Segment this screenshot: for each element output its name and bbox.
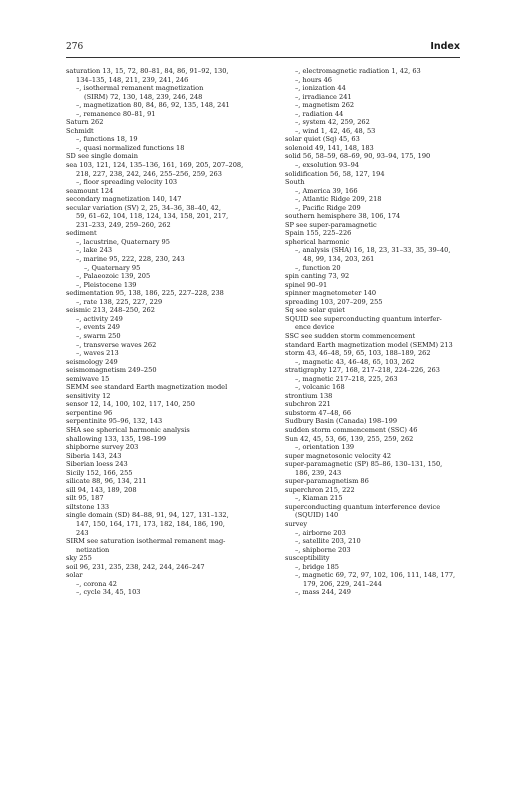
index-entry: (SIRM) 72, 130, 148, 239, 246, 248 [84, 92, 203, 101]
index-entry: superconducting quantum interference device [285, 502, 441, 511]
index-entry: serpentinite 95–96, 132, 143 [66, 417, 163, 426]
index-entry: –, exsolution 93–94 [295, 161, 359, 170]
index-entry: sedimentation 95, 138, 186, 225, 227–228, 238 [66, 289, 224, 298]
index-entry: 59, 61–62, 104, 118, 124, 134, 158, 201, 217, [76, 212, 229, 221]
index-entry: seismic 213, 248–250, 262 [66, 306, 155, 315]
index-entry: –, satellite 203, 210 [295, 537, 361, 546]
index-entry: –, magnetization 80, 84, 86, 92, 135, 148, 241 [76, 101, 230, 110]
index-entry: spinel 90–91 [285, 280, 328, 289]
index-entry: –, lake 243 [76, 246, 113, 255]
index-entry: Saturn 262 [66, 118, 104, 127]
index-entry: 218, 227, 238, 242, 246, 255–256, 259, 263 [76, 169, 222, 178]
index-entry: SP see super-paramagnetic [285, 220, 377, 229]
index-entry: super magnetosonic velocity 42 [285, 451, 392, 460]
index-entry: sensitivity 12 [66, 391, 111, 400]
index-entry: spinner magnetometer 140 [285, 289, 377, 298]
index-entry: strontium 138 [285, 391, 333, 400]
index-entry: secondary magnetization 140, 147 [66, 195, 182, 204]
index-entry: super-paramagnetism 86 [285, 477, 369, 486]
index-entry: –, quasi normalized functions 18 [76, 143, 185, 152]
index-entry: –, Atlantic Ridge 209, 218 [295, 195, 382, 204]
index-entry: standard Earth magnetization model (SEMM) 213 [285, 340, 453, 349]
index-entry: spreading 103, 207–209, 255 [285, 297, 383, 306]
index-entry: –, magnetic 43, 46–48, 65, 103, 262 [295, 357, 415, 366]
index-column-right [285, 67, 470, 597]
page-number: 276 [66, 42, 84, 52]
index-entry: 147, 150, 164, 171, 173, 182, 184, 186, 190, [76, 519, 225, 528]
index-entry: SEMM see standard Earth magnetization model [66, 383, 228, 392]
index-entry: 48, 99, 134, 203, 261 [303, 255, 375, 264]
index-entry: SSC see sudden storm commencement [285, 331, 416, 340]
index-entry: single domain (SD) 84–88, 91, 94, 127, 131–132, [66, 511, 229, 520]
index-entry: –, orientation 139 [295, 443, 355, 452]
index-entry: solar [66, 571, 83, 580]
index-entry: susceptibility [285, 554, 330, 563]
index-entry: –, bridge 185 [295, 562, 339, 571]
index-entry: seismomagnetism 249–250 [66, 366, 157, 375]
index-entry: –, lacustrine, Quaternary 95 [76, 237, 170, 246]
index-entry: 179, 206, 229, 241–244 [303, 579, 382, 588]
index-entry: netization [76, 545, 110, 554]
index-entry: sill 94, 143, 189, 208 [66, 485, 137, 494]
index-entry: spin canting 73, 92 [285, 272, 350, 281]
index-entry: sediment [66, 229, 97, 238]
index-entry: –, Palaeozoic 139, 205 [76, 272, 151, 281]
index-entry: –, functions 18, 19 [76, 135, 138, 144]
index-entry: secular variation (SV) 2, 25, 34–36, 38–40, 42, [66, 203, 221, 212]
index-entry: –, airborne 203 [295, 528, 346, 537]
index-entry: Sicily 152, 166, 255 [66, 468, 133, 477]
index-entry: –, floor spreading velocity 103 [76, 178, 178, 187]
index-entry: 186, 239, 243 [295, 468, 342, 477]
index-entry: substorm 47–48, 66 [285, 408, 352, 417]
index-entry: Siberian loess 243 [66, 460, 128, 469]
index-entry: –, rate 138, 225, 227, 229 [76, 297, 163, 306]
index-entry: –, wind 1, 42, 46, 48, 53 [295, 126, 376, 135]
index-entry: siltstone 133 [66, 502, 110, 511]
index-entry: –, events 249 [76, 323, 120, 332]
index-entry: –, corona 42 [76, 579, 117, 588]
index-entry: –, magnetism 262 [295, 101, 355, 110]
index-entry: Spain 155, 225–226 [285, 229, 352, 238]
index-entry: shipborne survey 203 [66, 443, 139, 452]
index-entry: –, Kiaman 215 [295, 494, 343, 503]
index-entry: super-paramagnetic (SP) 85–86, 130–131, 150, [285, 460, 443, 469]
index-entry: stratigraphy 127, 168, 217–218, 224–226, 263 [285, 366, 440, 375]
index-entry: Schmidt [66, 126, 94, 135]
index-entry: SD see single domain [66, 152, 138, 161]
index-entry: solid 56, 58–59, 68–69, 90, 93–94, 175, 190 [285, 152, 431, 161]
index-entry: spherical harmonic [285, 237, 350, 246]
index-entry: –, remanence 80–81, 91 [76, 109, 156, 118]
index-entry: –, isothermal remanent magnetization [76, 84, 204, 93]
index-entry: –, cycle 34, 45, 103 [76, 588, 141, 597]
index-entry: –, analysis (SHA) 16, 18, 23, 31–33, 35, 39–40, [295, 246, 451, 255]
index-entry: 243 [76, 528, 89, 537]
index-entry: southern hemisphere 38, 106, 174 [285, 212, 401, 221]
index-entry: sensor 12, 14, 100, 102, 117, 140, 250 [66, 400, 195, 409]
index-entry: –, Pleistocene 139 [76, 280, 137, 289]
index-entry: soil 96, 231, 235, 238, 242, 244, 246–247 [66, 562, 205, 571]
index-entry: SHA see spherical harmonic analysis [66, 425, 190, 434]
index-entry: –, shipborne 203 [295, 545, 351, 554]
index-entry: –, electromagnetic radiation 1, 42, 63 [295, 67, 421, 75]
index-entry: –, Quaternary 95 [84, 263, 141, 272]
index-entry: –, swarm 250 [76, 331, 121, 340]
index-entry: sky 255 [66, 554, 92, 563]
index-entry: serpentine 96 [66, 408, 113, 417]
index-entry: –, function 20 [295, 263, 341, 272]
index-entry: –, Pacific Ridge 209 [295, 203, 361, 212]
index-entry: –, marine 95, 222, 228, 230, 243 [76, 255, 185, 264]
index-entry: Sudbury Basin (Canada) 198–199 [285, 417, 398, 426]
header-rule [66, 57, 460, 58]
index-entry: –, magnetic 69, 72, 97, 102, 106, 111, 148, 177, [295, 571, 456, 580]
index-entry: superchron 215, 222 [285, 485, 355, 494]
index-entry: –, volcanic 168 [295, 383, 345, 392]
index-entry: –, activity 249 [76, 314, 123, 323]
index-entry: –, waves 213 [76, 349, 119, 358]
index-entry: SQUID see superconducting quantum interfer- [285, 314, 442, 323]
index-entry: seamount 124 [66, 186, 114, 195]
index-entry: –, radiation 44 [295, 109, 344, 118]
index-entry: Sun 42, 45, 53, 66, 139, 255, 259, 262 [285, 434, 414, 443]
index-entry: semiwave 15 [66, 374, 110, 383]
index-entry: –, mass 244, 249 [295, 588, 351, 597]
index-entry: ence device [295, 323, 335, 332]
index-entry: survey [285, 519, 308, 528]
index-entry: –, irradiance 241 [295, 92, 352, 101]
index-entry: South [285, 178, 305, 187]
index-entry: silt 95, 187 [66, 494, 104, 503]
index-entry: silicate 88, 96, 134, 211 [66, 477, 147, 486]
index-entry: –, hours 46 [295, 75, 332, 84]
index-entry: storm 43, 46–48, 59, 65, 103, 188–189, 262 [285, 349, 431, 358]
index-entry: 231–233, 249, 259–260, 262 [76, 220, 171, 229]
index-entry: subchron 221 [285, 400, 331, 409]
index-entry: –, transverse waves 262 [76, 340, 157, 349]
index-entry: –, system 42, 259, 262 [295, 118, 370, 127]
index-entry: solidification 56, 58, 127, 194 [285, 169, 385, 178]
index-entry: sudden storm commencement (SSC) 46 [285, 425, 418, 434]
index-entry: seismology 249 [66, 357, 118, 366]
index-entry: shallowing 133, 135, 198–199 [66, 434, 167, 443]
index-entry: –, ionization 44 [295, 84, 346, 93]
index-entry: Siberia 143, 243 [66, 451, 122, 460]
index-entry: (SQUID) 140 [295, 511, 339, 520]
index-entry: 134–135, 148, 211, 239, 241, 246 [76, 75, 189, 84]
index-entry: –, America 39, 166 [295, 186, 358, 195]
index-entry: Sq see solar quiet [285, 306, 345, 315]
index-entry: sea 103, 121, 124, 135–136, 161, 169, 205, 207–208, [66, 161, 244, 170]
running-head-title: Index [430, 41, 460, 52]
index-entry: –, magnetic 217–218, 225, 263 [295, 374, 398, 383]
index-entry: solenoid 49, 141, 148, 183 [285, 143, 374, 152]
index-entry: saturation 13, 15, 72, 80–81, 84, 86, 91–92, 130, [66, 67, 229, 75]
index-entry: solar quiet (Sq) 45, 63 [285, 135, 360, 144]
index-entry: SIRM see saturation isothermal remanent mag- [66, 537, 226, 546]
index-column-left [66, 67, 256, 597]
